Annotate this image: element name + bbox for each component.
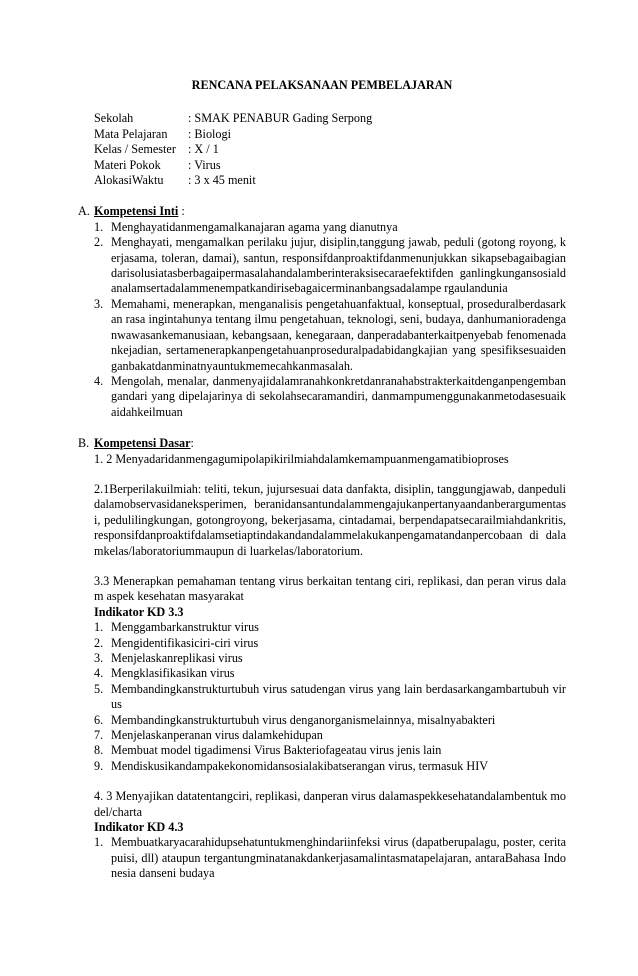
info-value: : Biologi	[188, 126, 232, 141]
indikator-4-3-list	[94, 835, 566, 881]
list-item: 4. Mengolah, menalar, danmenyajidalamranahkonkretdanranahabstrakterkaitdenganpengembangandari yang dipelajarinya di sekolahsecaramandiri, danmampumenggunakanmetodasesuaikaidahkeilmuan	[94, 373, 566, 419]
section-title: Kompetensi Inti	[94, 204, 179, 219]
info-value: : 3 x 45 menit	[188, 173, 256, 188]
info-label: Sekolah	[94, 111, 134, 126]
indikator-4-3-title: Indikator KD 4.3	[94, 820, 184, 835]
list-item: 1. Menggambarkanstruktur virus	[94, 620, 259, 635]
kompetensi-inti-list	[94, 220, 566, 420]
list-item: 4. Mengklasifikasikan virus	[94, 666, 235, 681]
info-label: Materi Pokok	[94, 157, 161, 172]
indikator-3-3-list	[94, 620, 566, 774]
list-item: 5. Membandingkanstrukturtubuh virus satudengan virus yang lain berdasarkangambartubuh virus	[94, 681, 566, 712]
list-item: 1. Membuatkaryacarahidupsehatuntukmenghindariinfeksi virus (dapatberupalagu, poster, ceritapuisi, dll) ataupun tergantungminatanakdankerjasamalintasmatapelajaran, antaraBahasa Indonesia danseni budaya	[94, 835, 566, 881]
info-label: Kelas / Semester	[94, 142, 176, 157]
document-title: RENCANA PELAKSANAAN PEMBELAJARAN	[191, 78, 453, 92]
indikator-3-3-title: Indikator KD 3.3	[94, 604, 184, 619]
info-value: : X / 1	[188, 142, 219, 157]
info-table	[94, 111, 372, 188]
list-item: 8. Membuat model tigadimensi Virus Bakteriofageatau virus jenis lain	[94, 743, 442, 758]
info-row	[94, 111, 372, 126]
section-letter: A.	[78, 204, 90, 219]
list-item: 7. Menjelaskanperanan virus dalamkehidupan	[94, 728, 323, 743]
list-item: 6. Membandingkanstrukturtubuh virus denganorganismelainnya, misalnyabakteri	[94, 712, 496, 727]
info-row	[94, 142, 372, 157]
info-label: AlokasiWaktu	[94, 173, 164, 188]
info-row	[94, 127, 372, 142]
info-value: : Virus	[188, 157, 221, 172]
kd-4-3: 4. 3 Menyajikan datatentangciri, replikasi, danperan virus dalamaspekkesehatandalambentuk model/charta	[94, 789, 566, 819]
kd-1-2: 1. 2 Menyadaridanmengagumipolapikirilmiahdalamkemampuanmengamatibioproses	[94, 451, 509, 466]
info-row	[94, 173, 372, 188]
kd-2-1: 2.1Berperilakuilmiah: teliti, tekun, jujursesuai data danfakta, disiplin, tanggungjawab, danpedulidalamobservasidaneksperimen, beranidansantundalammengajukanpertanyaandanberargumentasi, pedulilingkungan, gotongroyong, bekerjasama, cintadamai, berpendapatsecarailmiahdankritis, responsifdanproaktifdalamsetiaptindakandandalammelakukanpengamatandanpercobaan di dalamkelas/laboratoriummaupun di luarkelas/laboratorium.	[94, 481, 566, 558]
list-item: 2. Menghayati, mengamalkan perilaku jujur, disiplin,tanggung jawab, peduli (gotong royong, kerjasama, toleran, damai), santun, responsifdanproaktifdanmenunjukkan sikapsebagaibagiandarisolusiatasberbagaipermasalahandalamberinteraksisecaraefektifden ganlingkungansosialdanalamsertadalammenempatkandirisebagaicerminanbangsadalampe rgaulandunia	[94, 235, 566, 296]
section-colon: :	[178, 204, 185, 219]
section-title: Kompetensi Dasar	[94, 436, 191, 451]
section-a-heading	[78, 204, 566, 219]
section-letter: B.	[78, 436, 90, 451]
list-item: 1. Menghayatidanmengamalkanajaran agama yang dianutnya	[94, 219, 398, 234]
list-item: 3. Menjelaskanreplikasi virus	[94, 651, 243, 665]
list-item: 3. Memahami, menerapkan, menganalisis pengetahuanfaktual, konseptual, proseduralberdasarkan rasa ingintahunya tentang ilmu pengetahuan, teknologi, seni, budaya, danhumanioradenganwawasankemanusiaan, kebangsaan, kenegaraan, danperadabanterkaitpenyebab fenomenadankejadian, sertamenerapkanpengetahuanproseduralpadabidangkajian yang spesifiksesuaidenganbakatdanminatnyauntukmemecahkanmasalah.	[94, 296, 566, 373]
info-row	[94, 158, 372, 173]
list-item: 2. Mengidentifikasiciri-ciri virus	[94, 635, 259, 650]
kd-3-3: 3.3 Menerapkan pemahaman tentang virus berkaitan tentang ciri, replikasi, dan peran virus dalam aspek kesehatan masyarakat	[94, 573, 566, 604]
section-b-heading	[78, 436, 566, 451]
info-label: Mata Pelajaran	[94, 126, 168, 141]
info-value: : SMAK PENABUR Gading Serpong	[188, 111, 373, 126]
section-colon: :	[190, 436, 194, 451]
list-item: 9. Mendiskusikandampakekonomidansosialakibatserangan virus, termasuk HIV	[94, 758, 489, 773]
